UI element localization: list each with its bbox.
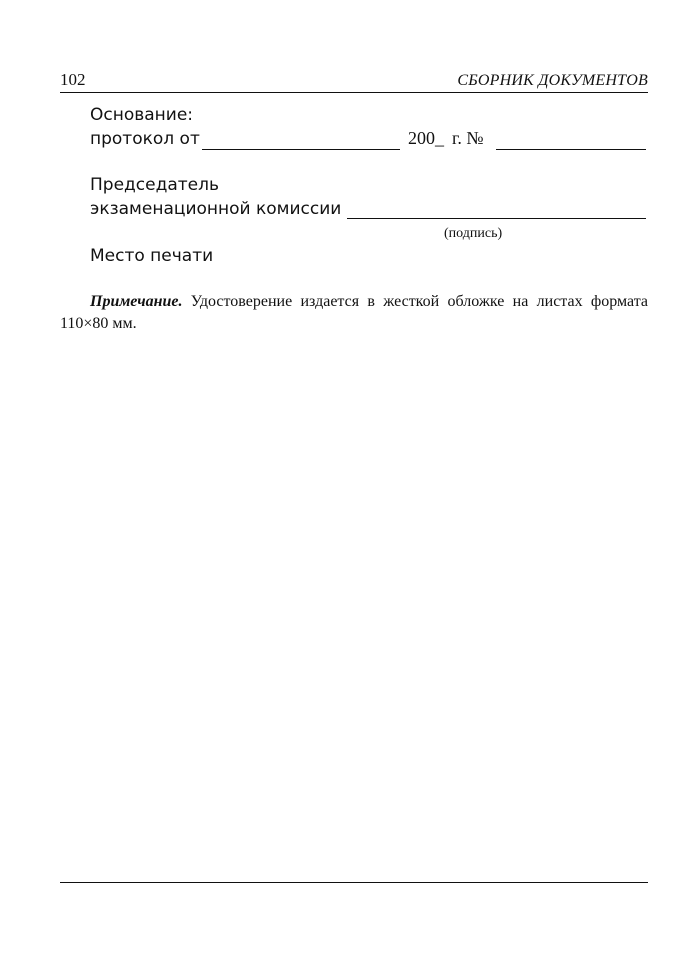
year-text: 200_ bbox=[408, 128, 444, 148]
running-title: СБОРНИК ДОКУМЕНТОВ bbox=[457, 72, 648, 89]
protocol-number-blank bbox=[496, 149, 646, 150]
page-number: 102 bbox=[60, 70, 86, 89]
signature-blank bbox=[347, 218, 646, 219]
chairman-line2: экзаменационной комиссии bbox=[90, 199, 342, 219]
signature-caption: (подпись) bbox=[444, 226, 503, 241]
seal-place: Место печати bbox=[90, 246, 214, 266]
note-paragraph bbox=[60, 291, 648, 335]
chairman-line1: Председатель bbox=[90, 175, 220, 195]
bottom-rule bbox=[60, 882, 648, 883]
note-label: Примечание. bbox=[90, 293, 183, 310]
protocol-date-blank bbox=[202, 149, 400, 150]
year-suffix: г. № bbox=[452, 128, 484, 148]
protocol-prefix: протокол от bbox=[90, 129, 200, 149]
basis-label: Основание: bbox=[90, 105, 194, 125]
note-text: Удостоверение издается в жесткой обложке на листах формата 110×80 мм. bbox=[60, 293, 648, 332]
running-header bbox=[60, 70, 648, 93]
